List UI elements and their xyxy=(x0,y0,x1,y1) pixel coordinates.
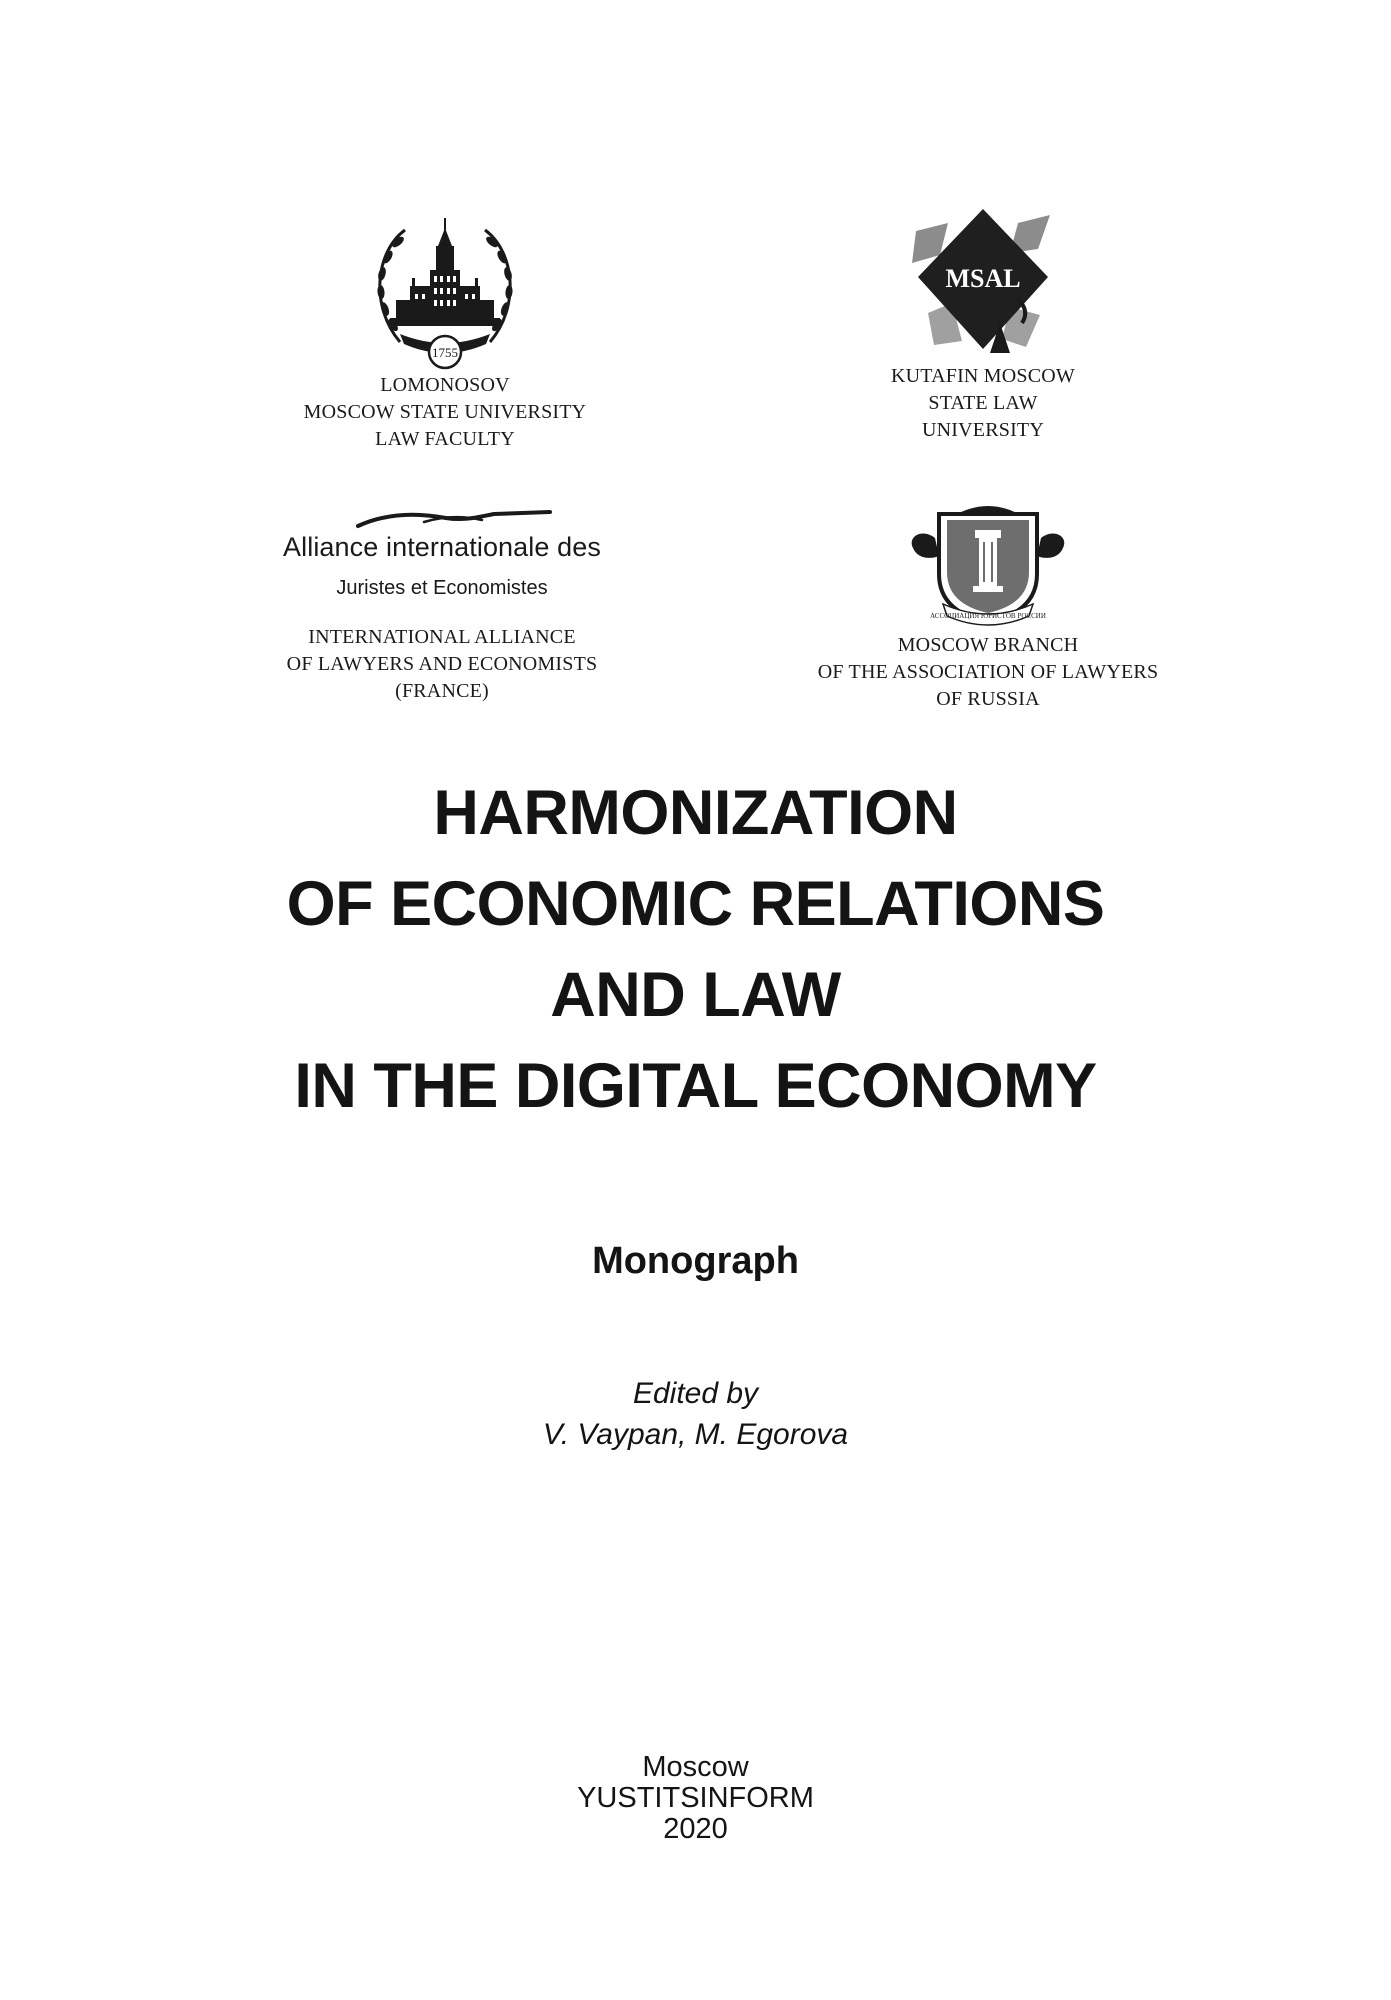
moscow-lawyers-caption xyxy=(788,632,1188,713)
msal-caption-line: UNIVERSITY xyxy=(922,419,1044,441)
moscow-lawyers-logo-block xyxy=(788,500,1188,713)
book-title-line: HARMONIZATION xyxy=(433,778,958,848)
aij-wordmark xyxy=(262,530,622,602)
aij-swoosh-icon xyxy=(354,508,554,530)
book-subtitle: Monograph xyxy=(592,1240,799,1282)
aij-caption-line: (FRANCE) xyxy=(395,680,489,702)
msu-law-faculty-logo-block xyxy=(270,212,620,453)
imprint-publisher: YUSTITSINFORM xyxy=(577,1782,814,1814)
book-title-line: IN THE DIGITAL ECONOMY xyxy=(294,1051,1097,1121)
msal-caption-line: KUTAFIN MOSCOW xyxy=(891,365,1075,387)
msal-caption xyxy=(833,363,1133,444)
msu-emblem-year: 1755 xyxy=(432,345,458,360)
aij-caption-line: OF LAWYERS AND ECONOMISTS xyxy=(286,653,598,675)
imprint-year: 2020 xyxy=(663,1813,728,1845)
book-title xyxy=(0,768,1391,1132)
editors-block xyxy=(0,1373,1391,1455)
moscow-lawyers-caption-line: OF THE ASSOCIATION OF LAWYERS xyxy=(817,661,1159,683)
book-title-line: AND LAW xyxy=(550,960,841,1030)
msal-emblem xyxy=(898,203,1068,363)
msal-caption-line: STATE LAW xyxy=(928,392,1038,414)
lawyers-association-emblem xyxy=(903,500,1073,628)
msu-caption xyxy=(270,372,620,453)
edited-by-label: Edited by xyxy=(632,1377,759,1410)
msal-emblem-text: MSAL xyxy=(945,264,1021,293)
aij-wordmark-line1: Alliance internationale des xyxy=(283,532,601,562)
msu-caption-line: LOMONOSOV xyxy=(380,374,510,396)
aij-wordmark-line2: Juristes et Economistes xyxy=(336,577,548,599)
lawyers-emblem-text: АССОЦИАЦИЯ ЮРИСТОВ РОССИИ xyxy=(930,612,1046,620)
moscow-lawyers-caption-line: OF RUSSIA xyxy=(936,688,1040,710)
msu-caption-line: MOSCOW STATE UNIVERSITY xyxy=(303,401,587,423)
moscow-lawyers-caption-line: MOSCOW BRANCH xyxy=(897,634,1079,656)
imprint-city: Moscow xyxy=(642,1751,749,1783)
imprint-block xyxy=(0,1752,1391,1845)
aij-logo-block xyxy=(262,508,622,705)
aij-caption-line: INTERNATIONAL ALLIANCE xyxy=(308,626,576,648)
msu-caption-line: LAW FACULTY xyxy=(375,428,515,450)
aij-caption xyxy=(262,624,622,705)
editor-names: V. Vaypan, M. Egorova xyxy=(542,1418,849,1451)
msu-emblem xyxy=(360,212,530,372)
msal-logo-block xyxy=(833,203,1133,444)
book-title-line: OF ECONOMIC RELATIONS xyxy=(286,869,1105,939)
